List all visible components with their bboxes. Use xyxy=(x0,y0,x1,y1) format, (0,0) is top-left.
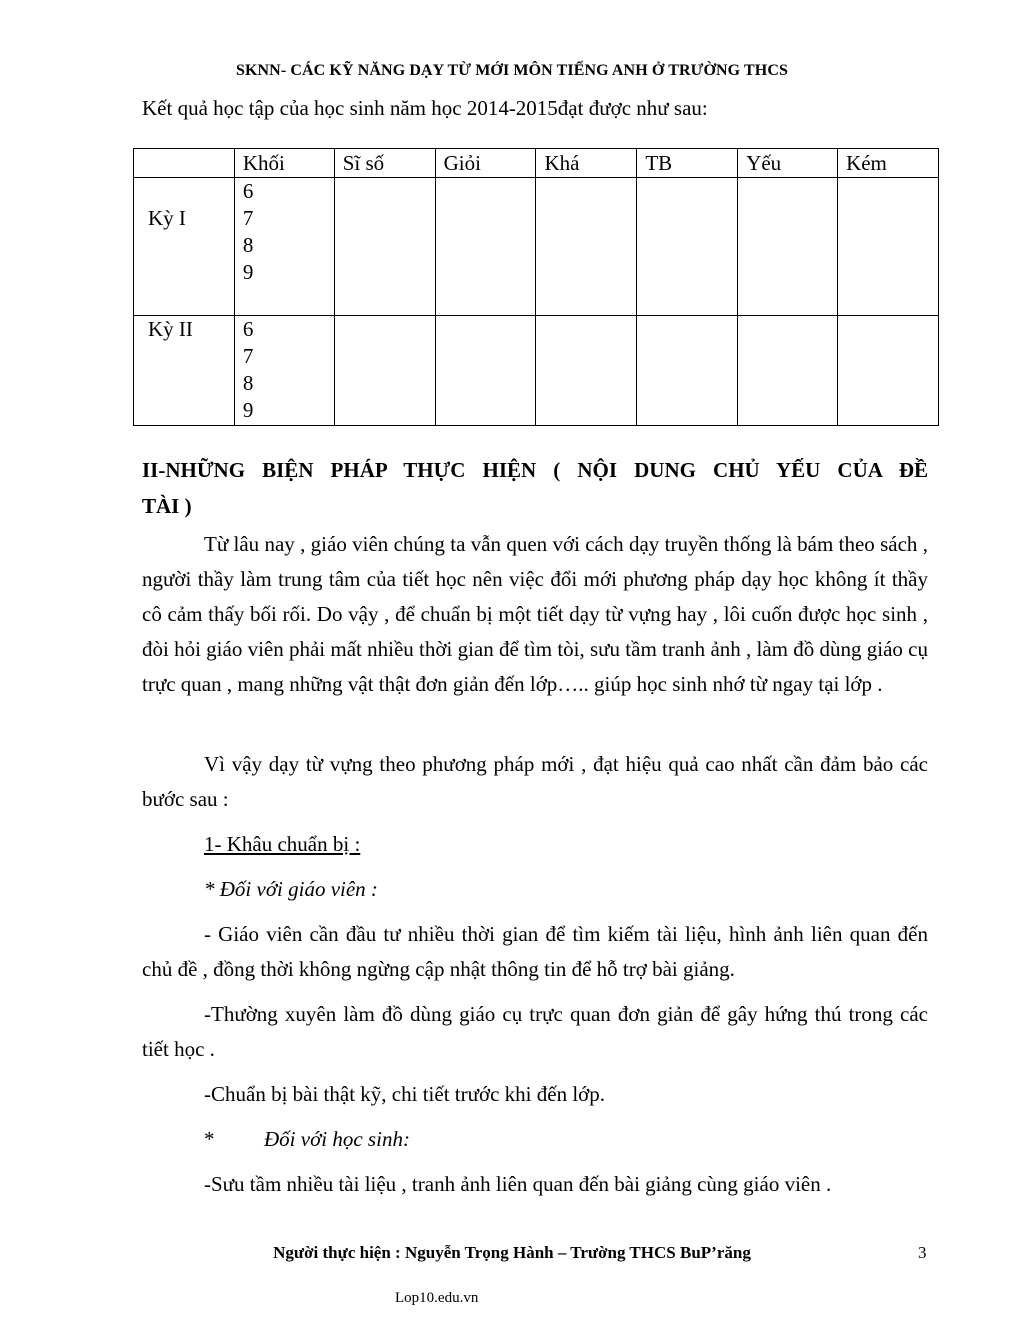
table-cell xyxy=(637,178,738,316)
table-cell xyxy=(435,178,536,316)
table-cell xyxy=(536,316,637,426)
table-cell xyxy=(637,316,738,426)
intro-line: Kết quả học tập của học sinh năm học 2014-2015đạt được như sau: xyxy=(142,96,708,120)
table-cell xyxy=(738,178,838,316)
table-header-cell: Kém xyxy=(838,149,939,178)
table-cell xyxy=(536,178,637,316)
teacher-heading: * Đối với giáo viên : xyxy=(204,877,378,901)
student-star: * xyxy=(204,1127,215,1151)
term-label: Kỳ I xyxy=(134,178,235,316)
section-title-line: II-NHỮNG BIỆN PHÁP THỰC HIỆN ( NỘI DUNG CHỦ YẾU CỦA ĐỀ xyxy=(142,458,928,482)
grade-value: 7 xyxy=(242,344,254,368)
results-table xyxy=(133,148,939,426)
term-label: Kỳ II xyxy=(134,316,235,426)
step-heading: 1- Khâu chuẩn bị : xyxy=(204,832,361,856)
grade-value: 9 xyxy=(242,398,254,422)
grade-list xyxy=(234,178,334,316)
paragraph: -Thường xuyên làm đồ dùng giáo cụ trực quan đơn giản để gây hứng thú trong các tiết học . xyxy=(142,1002,928,1061)
table-header-cell: Giỏi xyxy=(435,149,536,178)
table-cell xyxy=(334,316,435,426)
page-number: 3 xyxy=(918,1243,927,1262)
table-header-cell: Yếu xyxy=(738,149,838,178)
grade-value: 9 xyxy=(242,260,254,284)
table-header-cell xyxy=(134,149,235,178)
section-title-line: TÀI ) xyxy=(142,494,192,518)
table-header-cell: Sĩ số xyxy=(334,149,435,178)
table-row xyxy=(134,316,939,426)
paragraph: Từ lâu nay , giáo viên chúng ta vẫn quen với cách dạy truyền thống là bám theo sách , người thầy làm trung tâm của tiết học nên việc đổi mới phương pháp dạy học không ít thầy cô cảm thấy bối rối. Do vậy , để chuẩn bị một tiết dạy từ vựng hay , lôi cuốn được học sinh , đòi hỏi giáo viên phải mất nhiều thời gian để tìm tòi, sưu tầm tranh ảnh , làm đồ dùng giáo cụ trực quan , mang những vật thật đơn giản đến lớp….. giúp học sinh nhớ từ ngay tại lớp . xyxy=(142,532,928,696)
list-item: -Chuẩn bị bài thật kỹ, chi tiết trước khi đến lớp. xyxy=(204,1082,606,1106)
student-heading: Đối với học sinh: xyxy=(264,1127,410,1151)
document-header: SKNN- CÁC KỸ NĂNG DẠY TỪ MỚI MÔN TIẾNG ANH Ở TRƯỜNG THCS xyxy=(235,62,788,79)
table-header-cell: Khá xyxy=(536,149,637,178)
table-header-row xyxy=(134,149,939,178)
table-row xyxy=(134,178,939,316)
table-cell xyxy=(838,178,939,316)
grade-list xyxy=(234,316,334,426)
list-item: -Sưu tầm nhiều tài liệu , tranh ảnh liên quan đến bài giảng cùng giáo viên . xyxy=(204,1172,832,1196)
page-footer: Người thực hiện : Nguyễn Trọng Hành – Trường THCS BuP’răng xyxy=(273,1243,751,1262)
grade-value: 8 xyxy=(242,371,254,395)
grade-value: 6 xyxy=(242,317,254,341)
table-cell xyxy=(838,316,939,426)
table-header-cell: TB xyxy=(637,149,738,178)
grade-value: 7 xyxy=(242,206,254,230)
grade-value: 6 xyxy=(242,179,254,203)
paragraph: Vì vậy dạy từ vựng theo phương pháp mới , đạt hiệu quả cao nhất cần đảm bảo các bước sau : xyxy=(142,752,928,811)
table-cell xyxy=(334,178,435,316)
source-label: Lop10.edu.vn xyxy=(395,1290,479,1306)
table-cell xyxy=(738,316,838,426)
grade-value: 8 xyxy=(242,233,254,257)
paragraph: - Giáo viên cần đầu tư nhiều thời gian để tìm kiếm tài liệu, hình ảnh liên quan đến chủ đề , đồng thời không ngừng cập nhật thông tin để hỗ trợ bài giảng. xyxy=(142,922,928,981)
table-cell xyxy=(435,316,536,426)
table-header-cell: Khối xyxy=(234,149,334,178)
section-title xyxy=(142,452,928,524)
